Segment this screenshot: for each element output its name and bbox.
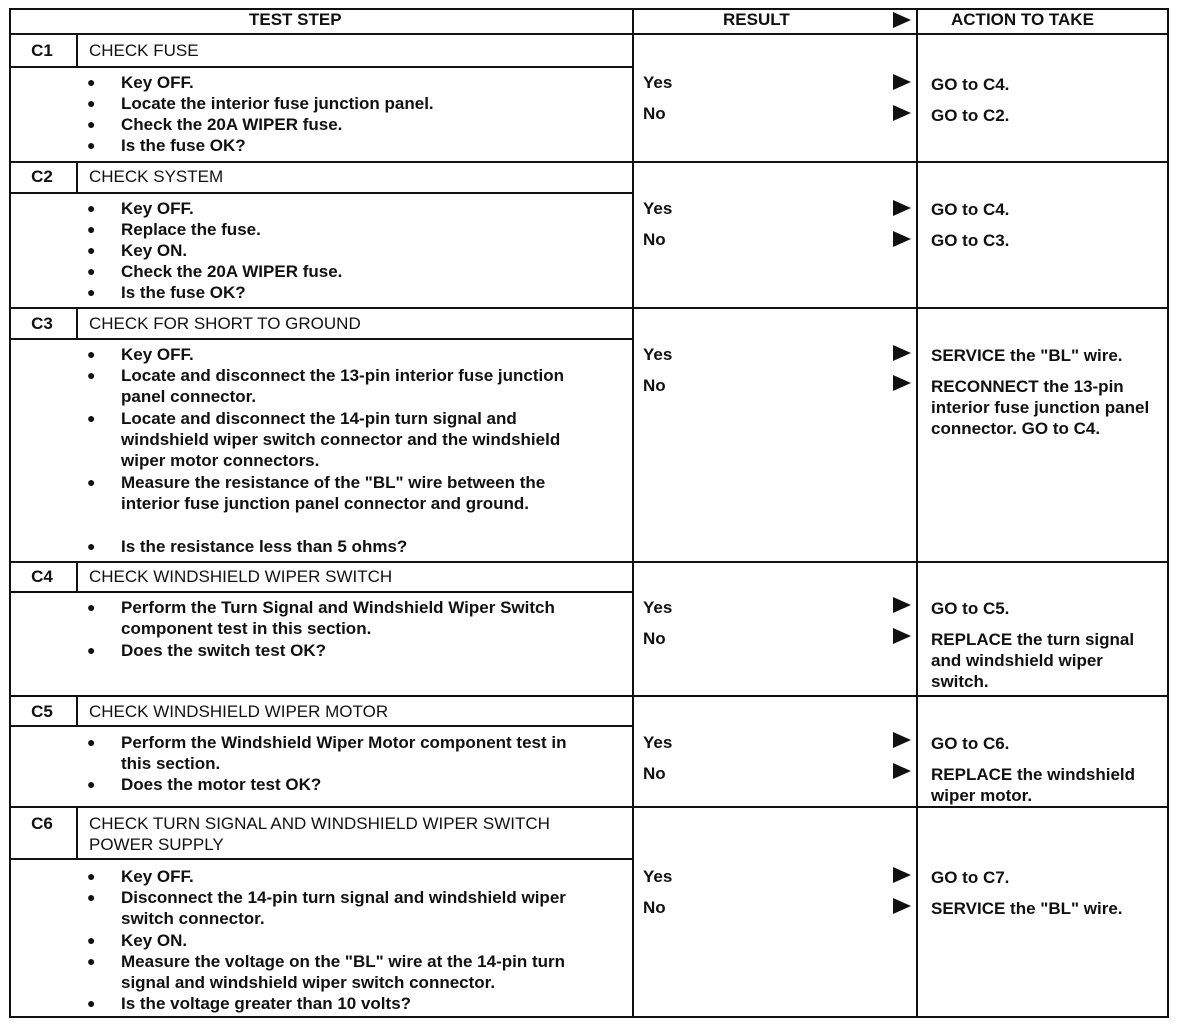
action: GO to C5. [931, 599, 1010, 618]
arrow-icon [893, 732, 911, 748]
bullet-icon: ● [87, 776, 96, 792]
step-bullet: Disconnect the 14-pin turn signal and windshield wiper switch connector. [121, 888, 566, 928]
action: GO to C3. [931, 231, 1010, 250]
arrow-icon [893, 74, 911, 90]
action: GO to C6. [931, 734, 1010, 753]
arrow-icon [893, 200, 911, 216]
step-question: Is the fuse OK? [121, 283, 246, 302]
step-bullet: Check the 20A WIPER fuse. [121, 115, 343, 134]
step-bullet: Key OFF. [121, 73, 194, 92]
step-bullet: Locate the interior fuse junction panel. [121, 94, 434, 113]
result-yes: Yes [643, 867, 673, 886]
action: GO to C4. [931, 200, 1010, 219]
arrow-icon [893, 231, 911, 247]
bullet-icon: ● [87, 284, 96, 300]
step-title-c1: CHECK FUSE [89, 41, 199, 60]
bullet-icon: ● [87, 538, 96, 554]
step-title-c3: CHECK FOR SHORT TO GROUND [89, 314, 361, 333]
step-bullet: Key OFF. [121, 199, 194, 218]
bullet-icon: ● [87, 200, 96, 216]
action: SERVICE the "BL" wire. [931, 346, 1123, 365]
step-bullet: Measure the voltage on the "BL" wire at the 14-pin turn signal and windshield wiper switch connector. [121, 952, 566, 992]
bullet-icon: ● [87, 410, 96, 426]
header-test-step: TEST STEP [249, 10, 342, 29]
step-bullet: Key ON. [121, 931, 188, 950]
result-yes: Yes [643, 345, 673, 364]
bullet-icon: ● [87, 242, 96, 258]
step-bullet: Perform the Windshield Wiper Motor component test in this section. [121, 733, 567, 773]
step-bullet: Measure the resistance of the "BL" wire between the interior fuse junction panel connector and ground. [121, 473, 546, 513]
step-code-c4: C4 [31, 567, 53, 586]
bullet-icon: ● [87, 116, 96, 132]
result-no: No [643, 104, 666, 123]
result-no: No [643, 898, 666, 917]
action: REPLACE the turn signal and windshield wiper switch. [931, 630, 1135, 691]
arrow-icon [893, 628, 911, 644]
bullet-icon: ● [87, 599, 96, 615]
header-arrow-icon [893, 12, 911, 28]
bullet-icon: ● [87, 137, 96, 153]
result-yes: Yes [643, 199, 673, 218]
action: SERVICE the "BL" wire. [931, 899, 1123, 918]
step-question: Is the fuse OK? [121, 136, 246, 155]
diagnostic-table [9, 8, 1169, 1018]
bullet-icon: ● [87, 95, 96, 111]
result-yes: Yes [643, 598, 673, 617]
arrow-icon [893, 105, 911, 121]
bullet-icon: ● [87, 474, 96, 490]
step-bullet: Check the 20A WIPER fuse. [121, 262, 343, 281]
step-title-c6: CHECK TURN SIGNAL AND WINDSHIELD WIPER SWITCH POWER SUPPLY [89, 814, 550, 854]
result-no: No [643, 764, 666, 783]
bullet-icon: ● [87, 367, 96, 383]
arrow-icon [893, 898, 911, 914]
step-code-c1: C1 [31, 41, 53, 60]
step-question: Does the motor test OK? [121, 775, 322, 794]
action: GO to C2. [931, 106, 1010, 125]
step-bullet: Locate and disconnect the 14-pin turn signal and windshield wiper switch connector and the windshield wiper motor connectors. [121, 409, 561, 470]
step-bullet: Perform the Turn Signal and Windshield Wiper Switch component test in this section. [121, 598, 555, 638]
bullet-icon: ● [87, 932, 96, 948]
step-code-c3: C3 [31, 314, 53, 333]
bullet-icon: ● [87, 953, 96, 969]
step-bullet: Key ON. [121, 241, 188, 260]
bullet-icon: ● [87, 74, 96, 90]
step-title-c2: CHECK SYSTEM [89, 167, 224, 186]
step-bullet: Key OFF. [121, 867, 194, 886]
step-bullet: Replace the fuse. [121, 220, 261, 239]
step-bullet: Locate and disconnect the 13-pin interior fuse junction panel connector. [121, 366, 564, 406]
bullet-icon: ● [87, 995, 96, 1011]
step-bullet: Key OFF. [121, 345, 194, 364]
arrow-icon [893, 597, 911, 613]
result-no: No [643, 230, 666, 249]
result-no: No [643, 629, 666, 648]
result-yes: Yes [643, 73, 673, 92]
action: RECONNECT the 13-pin interior fuse junction panel connector. GO to C4. [931, 377, 1150, 438]
arrow-icon [893, 867, 911, 883]
action: GO to C7. [931, 868, 1010, 887]
header-action: ACTION TO TAKE [951, 10, 1094, 29]
step-title-c5: CHECK WINDSHIELD WIPER MOTOR [89, 702, 389, 721]
action: GO to C4. [931, 75, 1010, 94]
result-no: No [643, 376, 666, 395]
bullet-icon: ● [87, 889, 96, 905]
bullet-icon: ● [87, 346, 96, 362]
result-yes: Yes [643, 733, 673, 752]
bullet-icon: ● [87, 868, 96, 884]
step-code-c5: C5 [31, 702, 53, 721]
bullet-icon: ● [87, 263, 96, 279]
arrow-icon [893, 375, 911, 391]
bullet-icon: ● [87, 221, 96, 237]
step-title-c4: CHECK WINDSHIELD WIPER SWITCH [89, 567, 393, 586]
step-code-c2: C2 [31, 167, 53, 186]
bullet-icon: ● [87, 734, 96, 750]
arrow-icon [893, 345, 911, 361]
header-result: RESULT [723, 10, 790, 29]
bullet-icon: ● [87, 642, 96, 658]
step-question: Does the switch test OK? [121, 641, 326, 660]
arrow-icon [893, 763, 911, 779]
action: REPLACE the windshield wiper motor. [931, 765, 1136, 805]
step-question: Is the resistance less than 5 ohms? [121, 537, 408, 556]
step-question: Is the voltage greater than 10 volts? [121, 994, 412, 1013]
step-code-c6: C6 [31, 814, 53, 833]
